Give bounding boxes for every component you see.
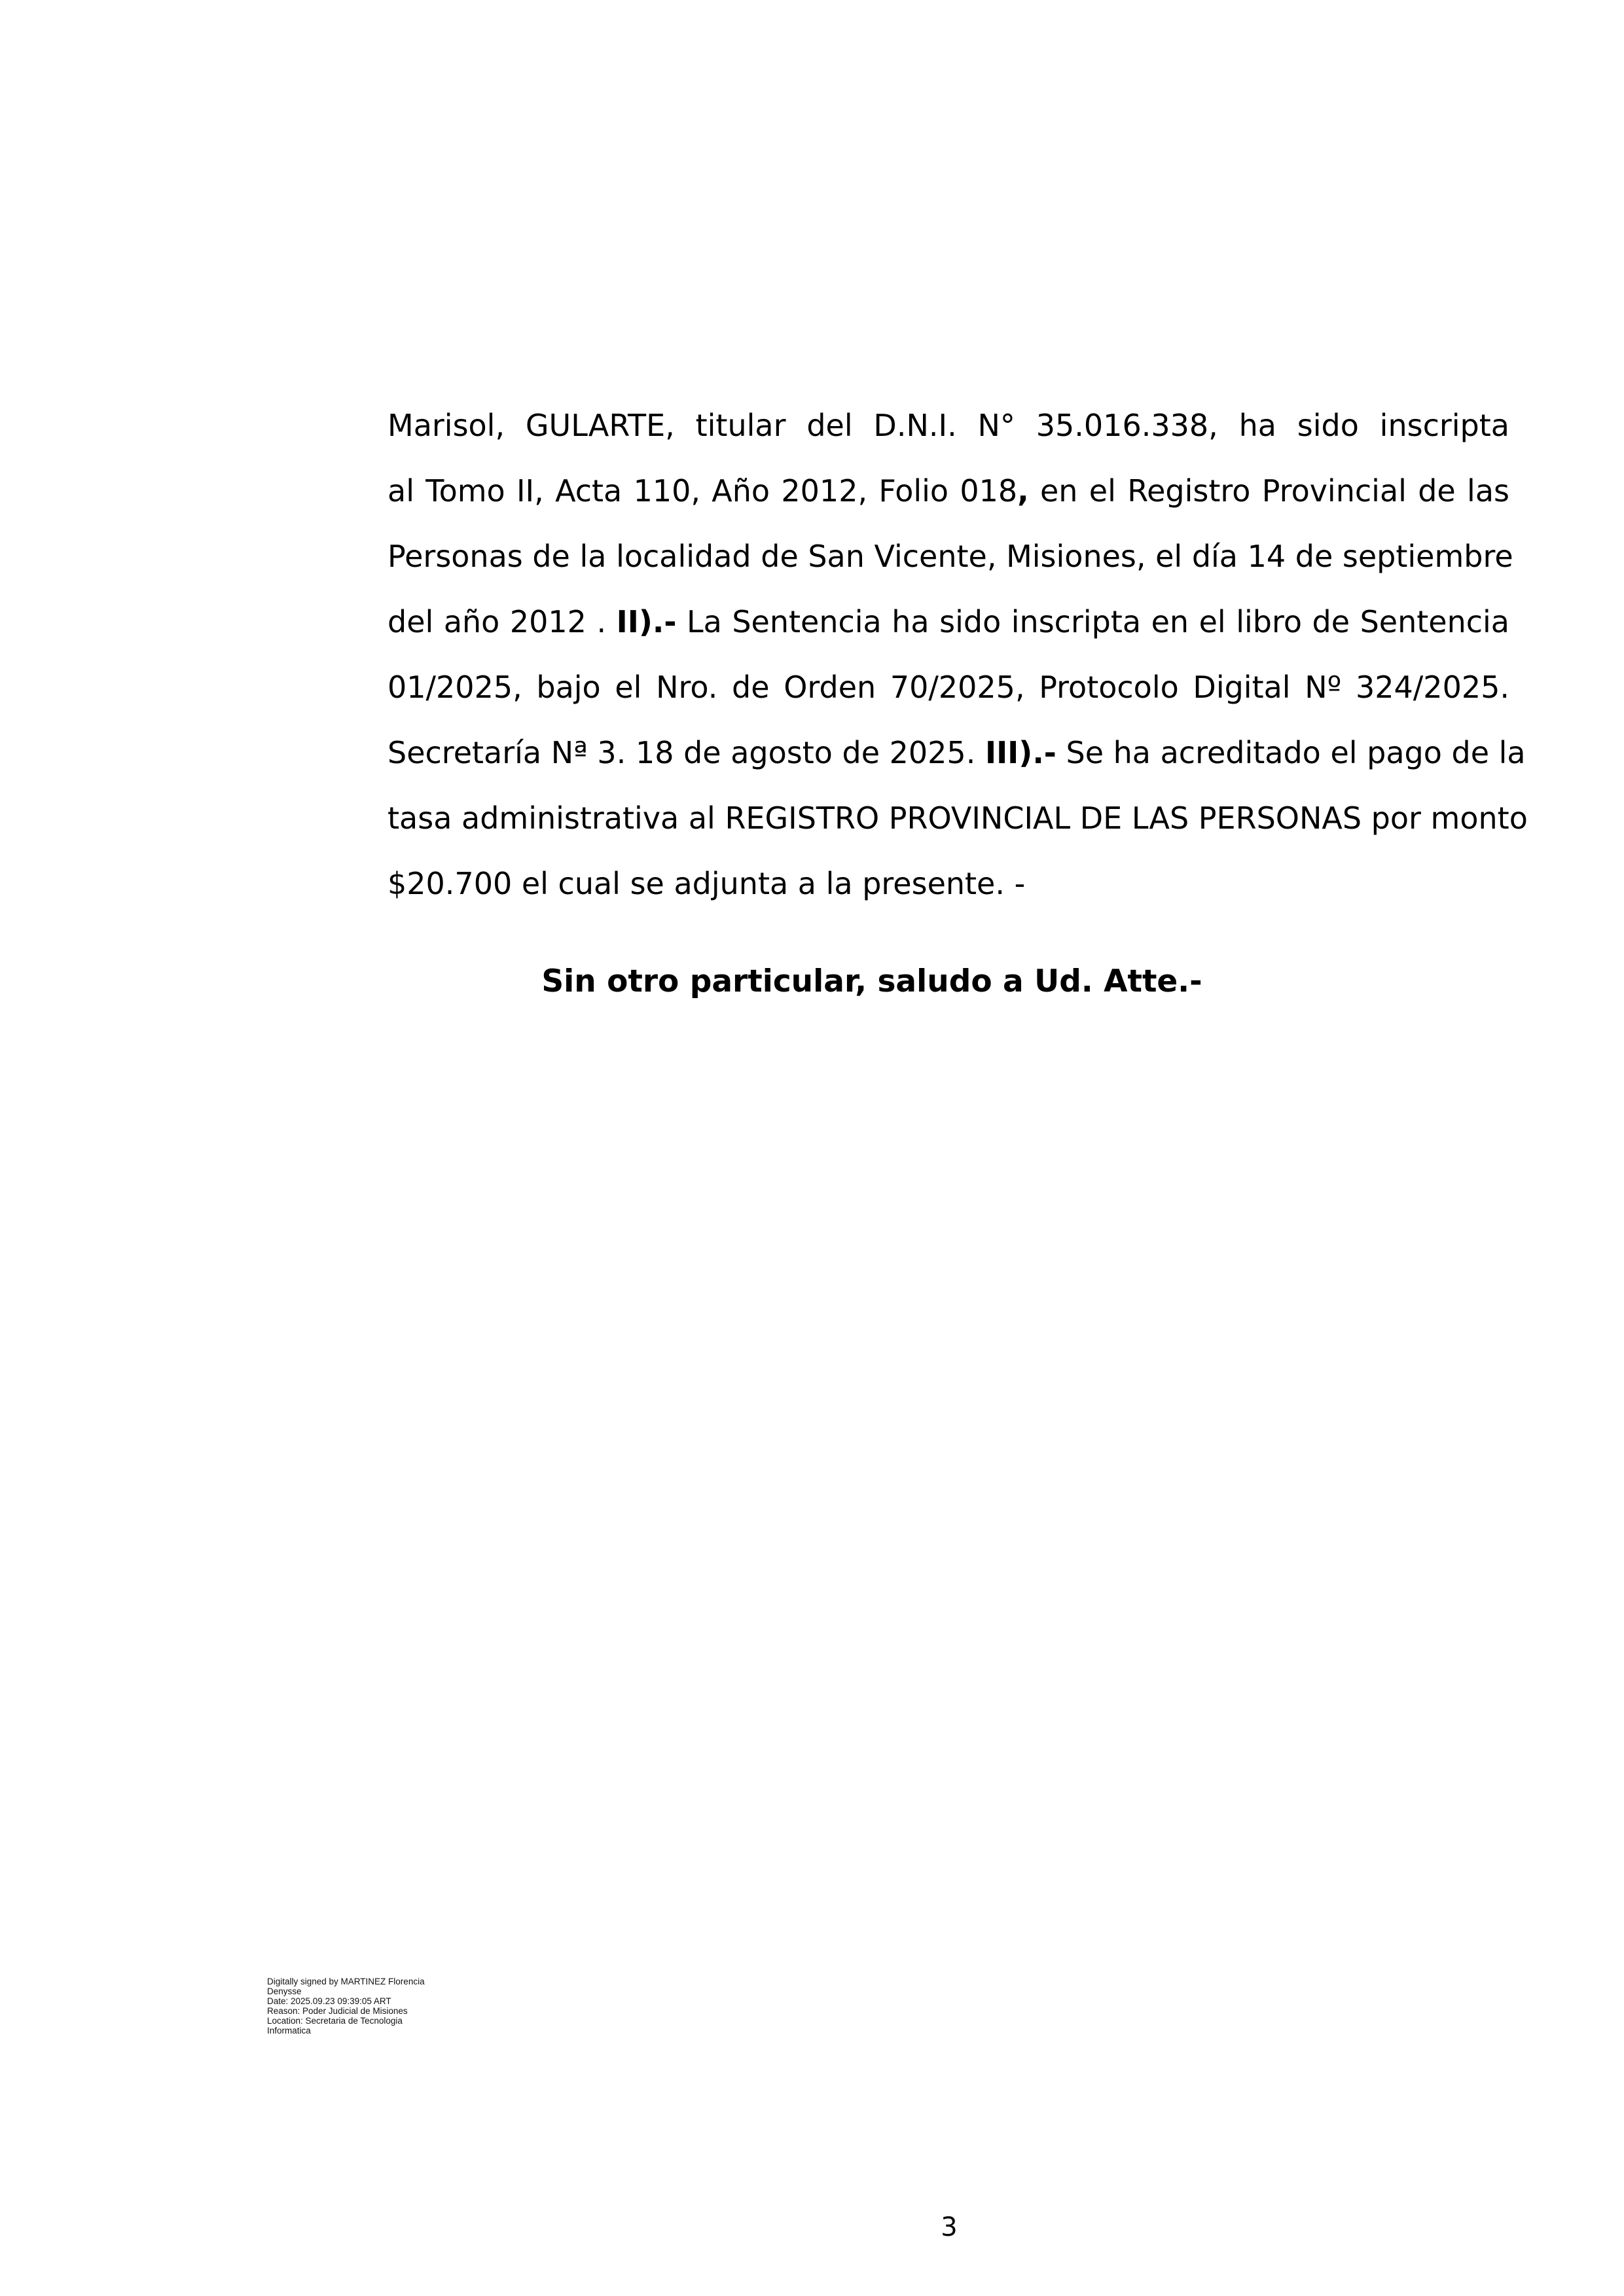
- paragraph-line: [388, 589, 1509, 655]
- paragraph-line: [388, 851, 1509, 916]
- text-run: La Sentencia ha sido inscripta en el libro de Sentencia: [676, 604, 1509, 639]
- text-run: 01/2025, bajo el Nro. de Orden 70/2025, Protocolo Digital Nº 324/2025.: [388, 670, 1509, 705]
- paragraph-line: [388, 785, 1528, 851]
- text-run: Marisol, GULARTE, titular del D.N.I. N° 35.016.338, ha sido inscripta: [388, 408, 1509, 443]
- text-run: en el Registro Provincial de las: [1028, 473, 1509, 509]
- bold-text-run: ,: [1017, 473, 1029, 509]
- paragraph-line: [388, 458, 1509, 524]
- section-marker-iii: III).-: [984, 735, 1056, 770]
- paragraph-line: [388, 393, 1509, 458]
- paragraph-line: [388, 720, 1526, 785]
- text-run: tasa administrativa al REGISTRO PROVINCIAL DE LAS PERSONAS por monto: [388, 800, 1528, 836]
- body-paragraph: [388, 393, 1528, 916]
- text-run: Personas de la localidad de San Vicente, Misiones, el día 14 de septiembre: [388, 539, 1513, 574]
- text-run: Secretaría Nª 3. 18 de agosto de 2025.: [388, 735, 985, 770]
- paragraph-line: [388, 655, 1509, 720]
- closing-salutation: Sin otro particular, saludo a Ud. Atte.-: [541, 963, 1202, 999]
- signature-line: Informatica: [267, 2026, 311, 2036]
- text-run: del año 2012 .: [388, 604, 617, 639]
- signature-date: Date: 2025.09.23 09:39:05 ART: [267, 1996, 391, 2006]
- page-number: 3: [941, 2212, 958, 2242]
- paragraph-line: [388, 524, 1513, 589]
- signature-line: Denysse: [267, 1986, 302, 1996]
- text-run: al Tomo II, Acta 110, Año 2012, Folio 018: [388, 473, 1018, 509]
- section-marker-ii: II).-: [616, 604, 677, 639]
- signature-reason: Reason: Poder Judicial de Misiones: [267, 2006, 408, 2016]
- digital-signature-block: [267, 1977, 503, 2036]
- text-run: $20.700 el cual se adjunta a la presente. -: [388, 866, 1026, 901]
- signature-line: Digitally signed by MARTINEZ Florencia: [267, 1977, 425, 1986]
- signature-location: Location: Secretaria de Tecnologia: [267, 2016, 403, 2026]
- text-run: Se ha acreditado el pago de la: [1056, 735, 1526, 770]
